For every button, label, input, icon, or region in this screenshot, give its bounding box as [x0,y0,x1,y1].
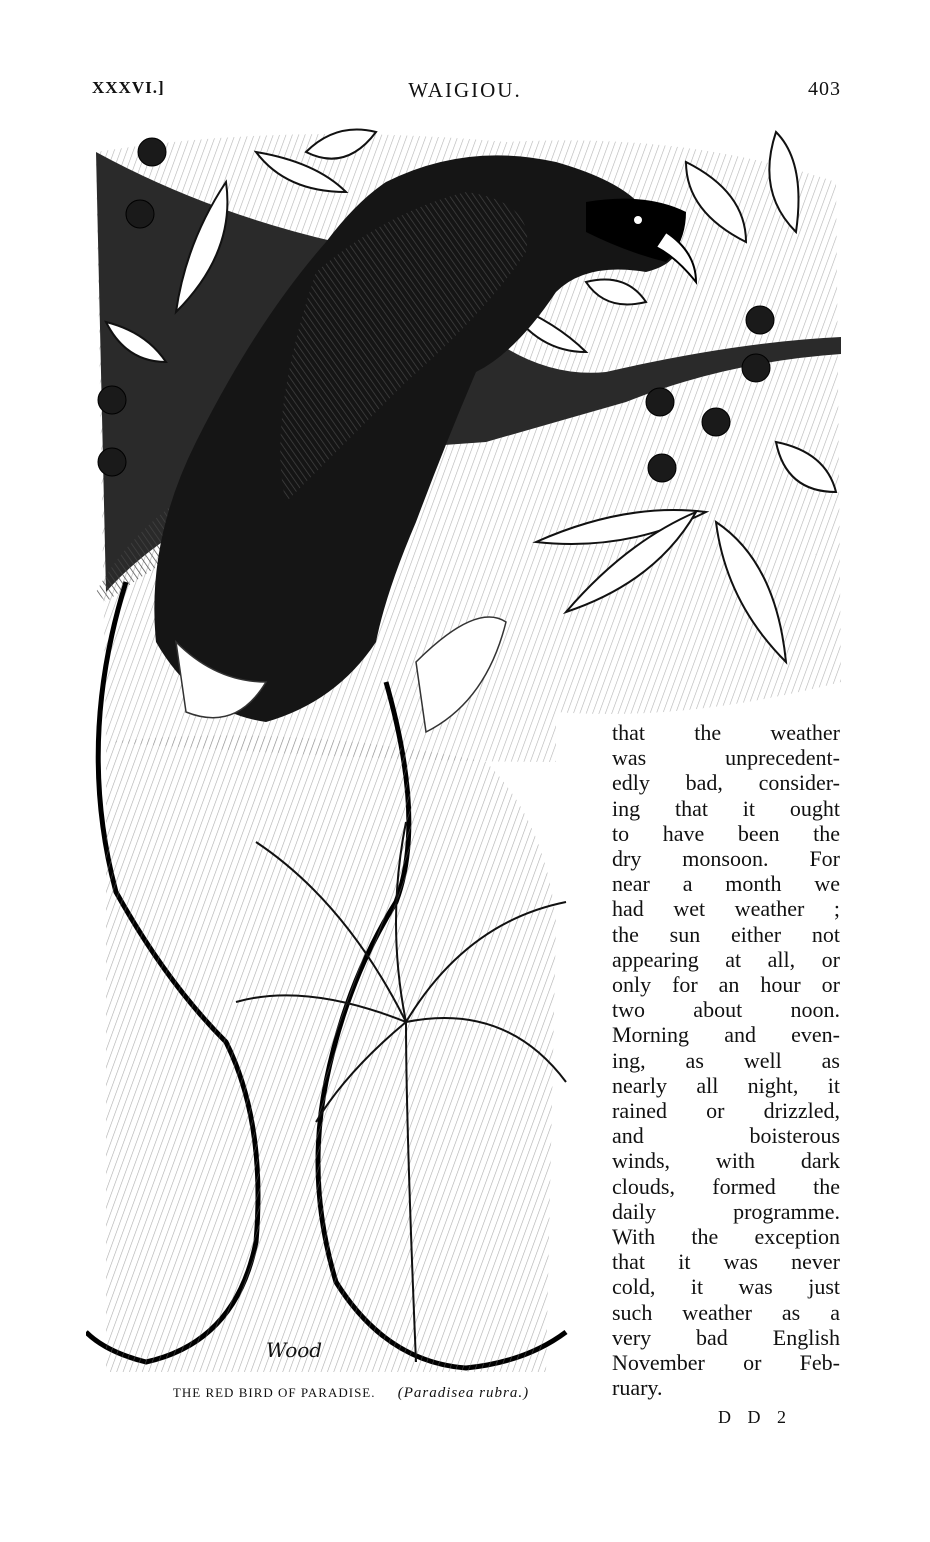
body-line: cold, it was just [612,1274,840,1300]
chapter-marker: XXXVI.] [92,78,165,97]
body-line: such weather as a [612,1299,840,1325]
body-line: Morning and even- [612,1022,840,1048]
figure-caption [96,1385,606,1402]
body-line: With the exception [612,1224,840,1250]
body-line: ing that it ought [612,795,840,821]
body-line: November or Feb- [612,1350,840,1376]
body-line: clouds, formed the [612,1173,840,1199]
body-line: and boisterous [612,1123,840,1149]
landscape-hatching [106,735,556,1372]
body-line: daily programme. [612,1198,840,1224]
body-line: the sun either not [612,921,840,947]
body-line: winds, with dark [612,1148,840,1174]
body-line: ing, as well as [612,1047,840,1073]
body-line: dry monsoon. For [612,846,840,872]
caption-name: THE RED BIRD OF PARADISE. [172,1385,376,1400]
body-line: edly bad, consider- [612,770,840,796]
body-line: had wet weather ; [612,896,840,922]
body-line: appearing at all, or [612,946,840,972]
body-line: two about noon. [612,997,840,1023]
body-line: rained or drizzled, [612,1098,840,1124]
body-line: ruary. [612,1375,663,1401]
running-title: WAIGIOU. [408,78,522,102]
body-line: very bad English [612,1324,840,1350]
body-line: to have been the [612,820,840,846]
bird-eye [634,216,642,224]
body-line: that the weather [612,720,840,745]
body-line: near a month we [612,871,840,897]
signature-mark: D D 2 [718,1407,792,1427]
page-number: 403 [808,78,841,100]
caption-latin-name: (Paradisea rubra.) [397,1385,530,1401]
body-line: that it was never [612,1249,840,1275]
body-line: was unprecedent- [612,745,840,771]
engraver-signature: Wood [266,1338,323,1362]
body-line: nearly all night, it [612,1072,840,1098]
body-line: only for an hour or [612,972,840,998]
body-text [612,720,840,1400]
